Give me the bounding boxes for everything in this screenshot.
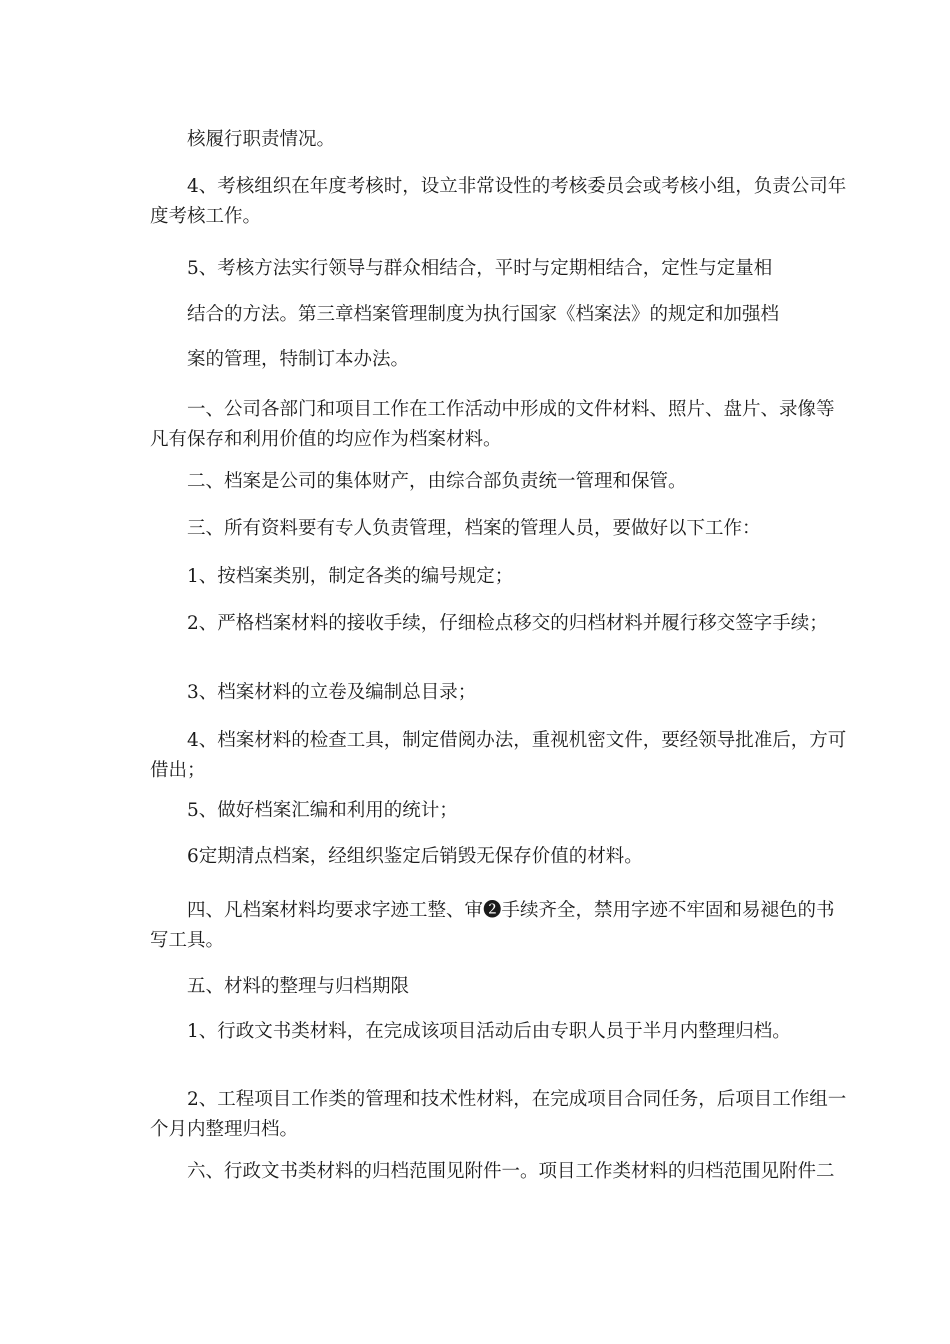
paragraph-14: 四、凡档案材料均要求字迹工整、审❷手续齐全，禁用字迹不牢固和易褪色的书写工具。 bbox=[150, 900, 835, 951]
paragraph-1: 4、考核组织在年度考核时，设立非常设性的考核委员会或考核小组，负责公司年度考核工作。 bbox=[150, 176, 847, 227]
paragraph-8: 1、按档案类别，制定各类的编号规定； bbox=[187, 566, 514, 587]
paragraph-line-2: 5、考核方法实行领导与群众相结合，平时与定期相结合，定性与定量相 bbox=[187, 258, 773, 279]
paragraph-7: 三、所有资料要有专人负责管理，档案的管理人员，要做好以下工作： bbox=[187, 518, 761, 539]
paragraph-line-3: 结合的方法。第三章档案管理制度为执行国家《档案法》的规定和加强档 bbox=[187, 304, 780, 325]
paragraph-12: 5、做好档案汇编和利用的统计； bbox=[187, 800, 458, 821]
paragraph-13: 6定期清点档案，经组织鉴定后销毁无保存价值的材料。 bbox=[187, 846, 643, 867]
paragraph-10: 3、档案材料的立卷及编制总目录； bbox=[187, 682, 477, 703]
paragraph-18: 六、行政文书类材料的归档范围见附件一。项目工作类材料的归档范围见附件二 bbox=[187, 1161, 835, 1182]
paragraph-line-0: 核履行职责情况。 bbox=[187, 129, 336, 150]
paragraph-16: 1、行政文书类材料，在完成该项目活动后由专职人员于半月内整理归档。 bbox=[187, 1021, 791, 1042]
paragraph-11: 4、档案材料的检查工具，制定借阅办法，重视机密文件，要经领导批准后，方可借出； bbox=[150, 730, 847, 781]
paragraph-17: 2、工程项目工作类的管理和技术性材料，在完成项目合同任务，后项目工作组一个月内整理归档。 bbox=[150, 1089, 847, 1140]
paragraph-line-4: 案的管理，特制订本办法。 bbox=[187, 349, 410, 370]
paragraph-9: 2、严格档案材料的接收手续，仔细检点移交的归档材料并履行移交签字手续； bbox=[187, 613, 828, 634]
paragraph-6: 二、档案是公司的集体财产，由综合部负责统一管理和保管。 bbox=[187, 471, 687, 492]
paragraph-5: 一、公司各部门和项目工作在工作活动中形成的文件材料、照片、盘片、录像等凡有保存和利用价值的均应作为档案材料。 bbox=[150, 399, 835, 450]
paragraph-15: 五、材料的整理与归档期限 bbox=[187, 976, 410, 997]
